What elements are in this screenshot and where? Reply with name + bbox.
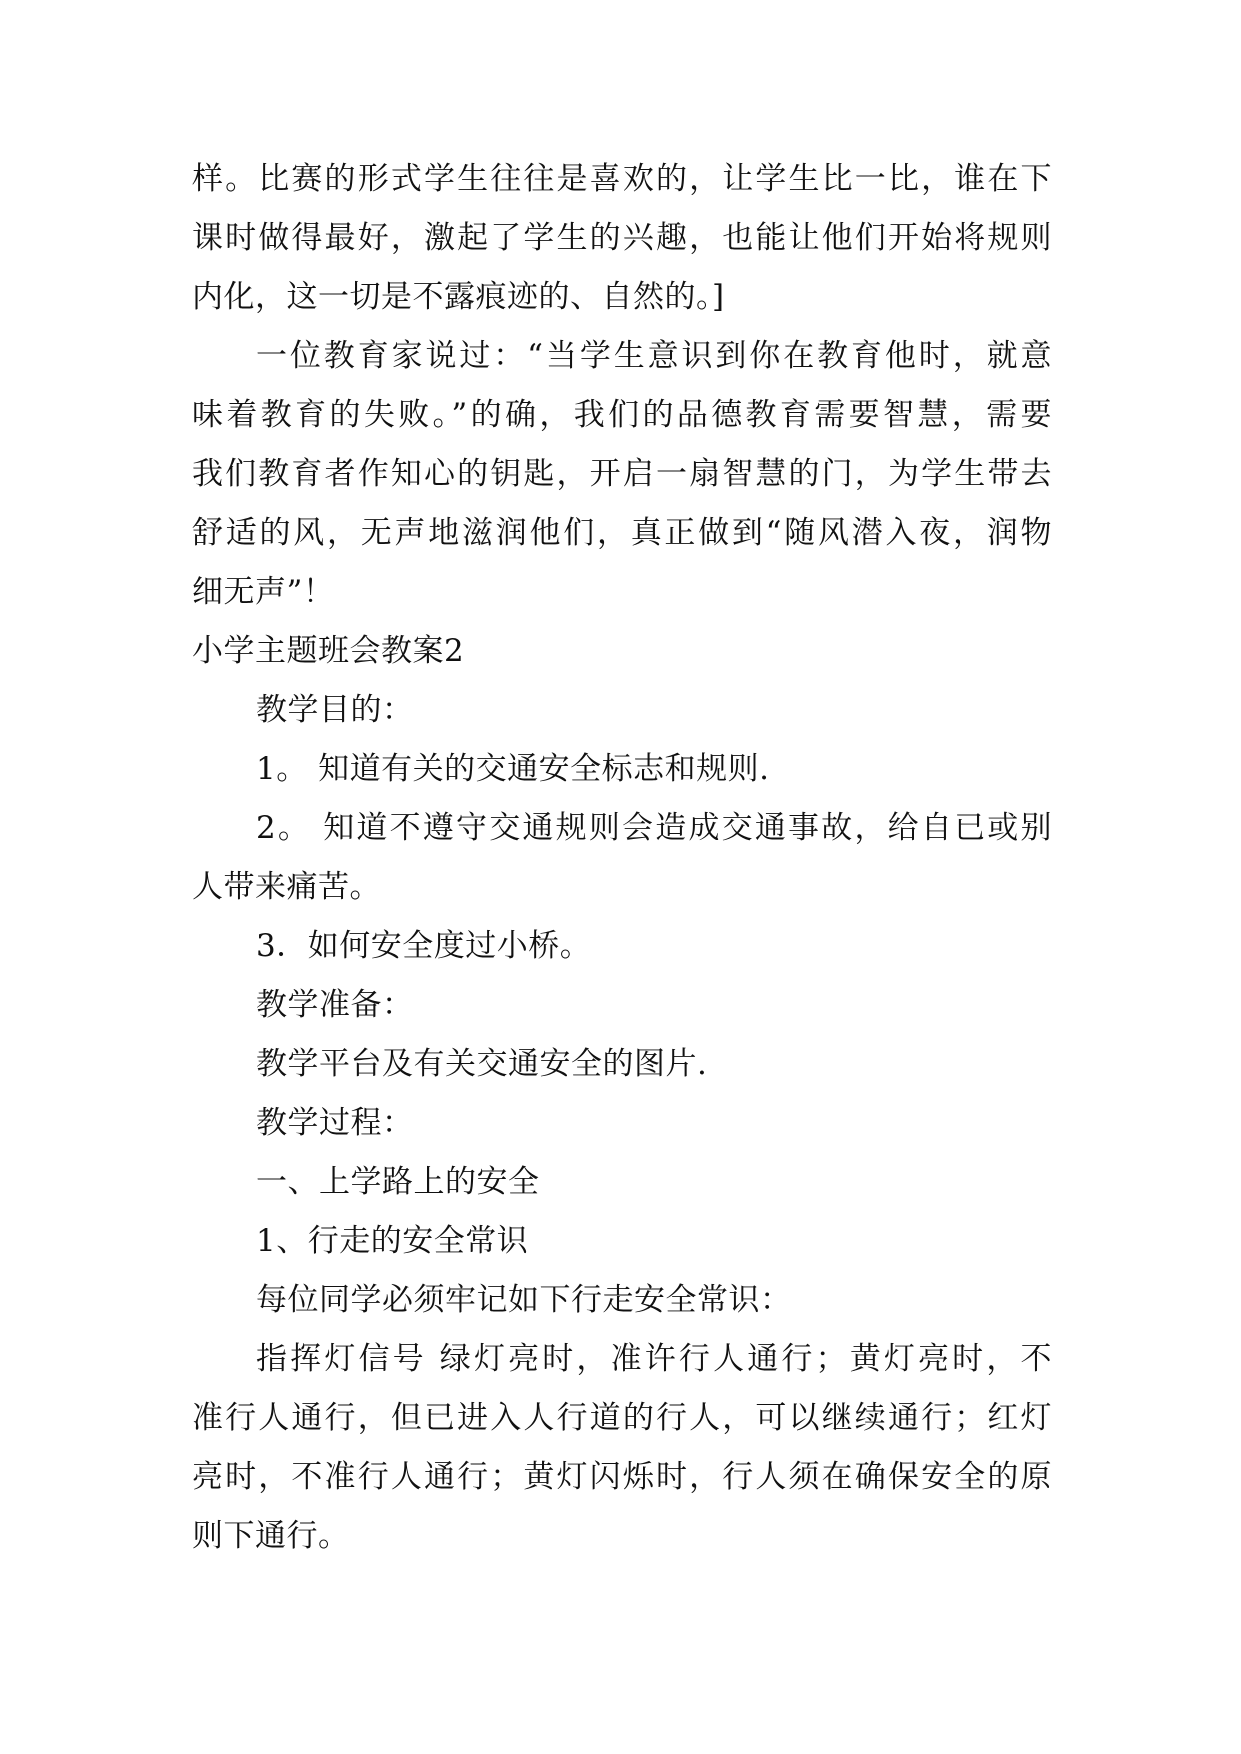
text-line: 一、上学路上的安全 bbox=[256, 1164, 540, 1200]
text-line: 细无声”！ bbox=[192, 574, 335, 610]
text-line: 样。比赛的形式学生往往是喜欢的，让学生比一比，谁在下 bbox=[192, 161, 1052, 197]
text-line: 亮时，不准行人通行；黄灯闪烁时，行人须在确保安全的原 bbox=[192, 1459, 1052, 1495]
text-line: 教学过程： bbox=[256, 1105, 414, 1141]
text-line: 我们教育者作知心的钥匙，开启一扇智慧的门，为学生带去 bbox=[192, 456, 1052, 492]
text-line: 味着教育的失败。”的确，我们的品德教育需要智慧，需要 bbox=[192, 397, 1052, 433]
section-heading: 小学主题班会教案2 bbox=[192, 633, 465, 669]
text-line: 准行人通行，但已进入人行道的行人，可以继续通行；红灯 bbox=[192, 1400, 1052, 1436]
text-line: 舒适的风，无声地滋润他们，真正做到“随风潜入夜，润物 bbox=[192, 515, 1052, 551]
text-line: 每位同学必须牢记如下行走安全常识： bbox=[256, 1282, 792, 1318]
text-line: 1。 知道有关的交通安全标志和规则. bbox=[256, 751, 770, 787]
text-line: 3．如何安全度过小桥。 bbox=[256, 928, 592, 964]
text-line: 1、行走的安全常识 bbox=[256, 1223, 529, 1259]
text-line: 内化，这一切是不露痕迹的、自然的。] bbox=[192, 279, 725, 315]
text-line: 指挥灯信号 绿灯亮时，准许行人通行；黄灯亮时，不 bbox=[256, 1341, 1052, 1377]
document-body bbox=[192, 150, 1052, 1566]
text-line: 人带来痛苦。 bbox=[192, 869, 381, 905]
text-line: 教学平台及有关交通安全的图片. bbox=[256, 1046, 708, 1082]
text-line: 课时做得最好，激起了学生的兴趣，也能让他们开始将规则 bbox=[192, 220, 1052, 256]
text-line: 2。 知道不遵守交通规则会造成交通事故，给自已或别 bbox=[256, 810, 1052, 846]
text-line: 教学目的： bbox=[256, 692, 414, 728]
text-line: 则下通行。 bbox=[192, 1518, 350, 1554]
text-line: 教学准备： bbox=[256, 987, 414, 1023]
text-line: 一位教育家说过：“当学生意识到你在教育他时，就意 bbox=[256, 338, 1052, 374]
